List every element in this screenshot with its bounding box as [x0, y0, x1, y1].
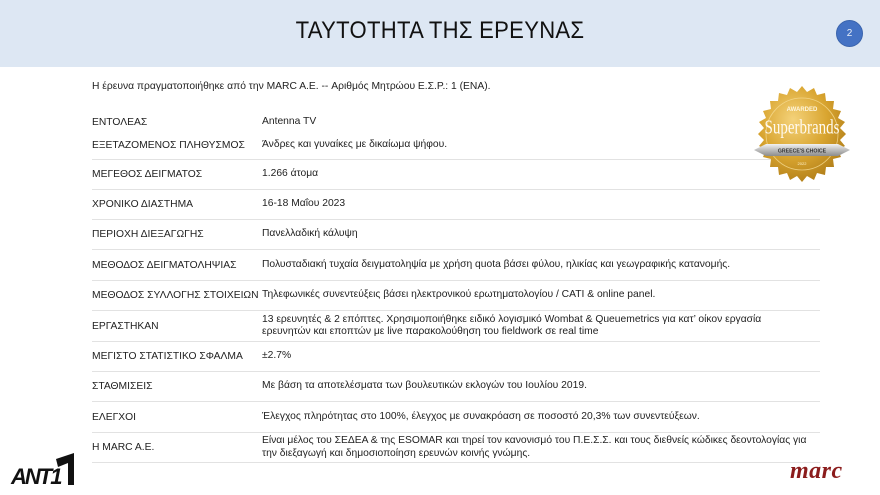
slide-title: ΤΑΥΤΟΤΗΤΑ ΤΗΣ ΕΡΕΥΝΑΣ: [295, 17, 585, 44]
svg-text:ANT1: ANT1: [11, 464, 61, 487]
row-label: ΧΡΟΝΙΚΟ ΔΙΑΣΤΗΜΑ: [92, 199, 194, 210]
row-label: ΕΛΕΓΧΟΙ: [92, 411, 137, 423]
svg-text:Superbrands: Superbrands: [764, 116, 840, 138]
svg-text:GREECE'S CHOICE: GREECE'S CHOICE: [777, 148, 827, 155]
slide-header: [0, 0, 880, 67]
table-row: [92, 372, 820, 402]
table-row: [92, 220, 820, 250]
row-value: ±2.7%: [262, 350, 292, 362]
page-number-badge: 2: [836, 20, 863, 47]
survey-identity-table: [92, 112, 820, 463]
row-label: ΣΤΑΘΜΙΣΕΙΣ: [92, 381, 153, 392]
row-label: ΕΡΓΑΣΤΗΚΑΝ: [92, 320, 159, 332]
intro-text: Η έρευνα πραγματοποιήθηκε από την MARC A.E. -- Αριθμός Μητρώου Ε.Σ.Ρ.: 1 (ΕΝΑ).: [92, 81, 491, 92]
table-row: [92, 342, 820, 372]
row-label: ΕΝΤΟΛΕΑΣ: [92, 116, 148, 128]
row-value: 1.266 άτομα: [262, 168, 319, 180]
superbrands-award-badge-icon: [752, 84, 852, 184]
row-label: ΠΕΡΙΟΧΗ ΔΙΕΞΑΓΩΓΗΣ: [92, 229, 204, 240]
svg-text:AWARDED: AWARDED: [786, 107, 818, 113]
row-value: Έλεγχος πληρότητας στο 100%, έλεγχος με συνακρόαση σε ποσοστό 20,3% των συνεντεύξεων.: [262, 410, 700, 422]
row-value: Είναι μέλος του ΣΕΔΕΑ & της ESOMAR και τηρεί τον κανονισμό του Π.Ε.Σ.Σ. και τους διεθνείς κώδικες δεοντολογίας για την διεξαγωγή και δημοσιοποίηση ερευνών κοινής γνώμης.: [262, 435, 807, 459]
row-value: Άνδρες και γυναίκες με δικαίωμα ψήφου.: [262, 139, 448, 151]
row-label: ΜΕΓΙΣΤΟ ΣΤΑΤΙΣΤΙΚΟ ΣΦΑΛΜΑ: [92, 351, 243, 362]
row-value: Πολυσταδιακή τυχαία δειγματοληψία με χρήση quota βάσει φύλου, ηλικίας και γεωγραφικής κατανομής.: [262, 258, 731, 270]
row-label: ΜΕΘΟΔΟΣ ΔΕΙΓΜΑΤΟΛΗΨΙΑΣ: [92, 259, 237, 271]
row-label: ΜΕΘΟΔΟΣ ΣΥΛΛΟΓΗΣ ΣΤΟΙΧΕΙΩΝ: [92, 290, 259, 301]
svg-text:2022: 2022: [797, 161, 807, 166]
table-row: [92, 311, 820, 342]
row-label: Η MARC A.E.: [92, 442, 155, 453]
marc-logo: marc: [790, 458, 843, 484]
table-row: [92, 402, 820, 433]
row-value: Antenna TV: [262, 115, 317, 127]
table-row: [92, 281, 820, 311]
row-label: ΜΕΓΕΘΟΣ ΔΕΙΓΜΑΤΟΣ: [92, 169, 203, 180]
row-value: Πανελλαδική κάλυψη: [262, 228, 358, 240]
row-value: 16-18 Μαΐου 2023: [262, 198, 346, 210]
row-value: 13 ερευνητές & 2 επόπτες. Χρησιμοποιήθηκε ειδικό λογισμικό Wombat & Queuemetrics για κατ’ οίκον εργασία ερευνητών και εποπτών με live παρακολούθηση του fieldwork σε real time: [262, 313, 762, 337]
table-row: [92, 250, 820, 281]
row-value: Με βάση τα αποτελέσματα των βουλευτικών εκλογών του Ιουλίου 2019.: [262, 380, 587, 392]
table-row: [92, 190, 820, 220]
ant1-logo-icon: [10, 453, 78, 487]
table-row: [92, 132, 820, 160]
table-row: [92, 433, 820, 463]
row-value: Τηλεφωνικές συνεντεύξεις βάσει ηλεκτρονικού ερωτηματολογίου / CATI & online panel.: [262, 289, 656, 301]
table-row: [92, 112, 820, 132]
table-row: [92, 160, 820, 190]
row-label: ΕΞΕΤΑΖΟΜΕΝΟΣ ΠΛΗΘΥΣΜΟΣ: [92, 140, 245, 151]
